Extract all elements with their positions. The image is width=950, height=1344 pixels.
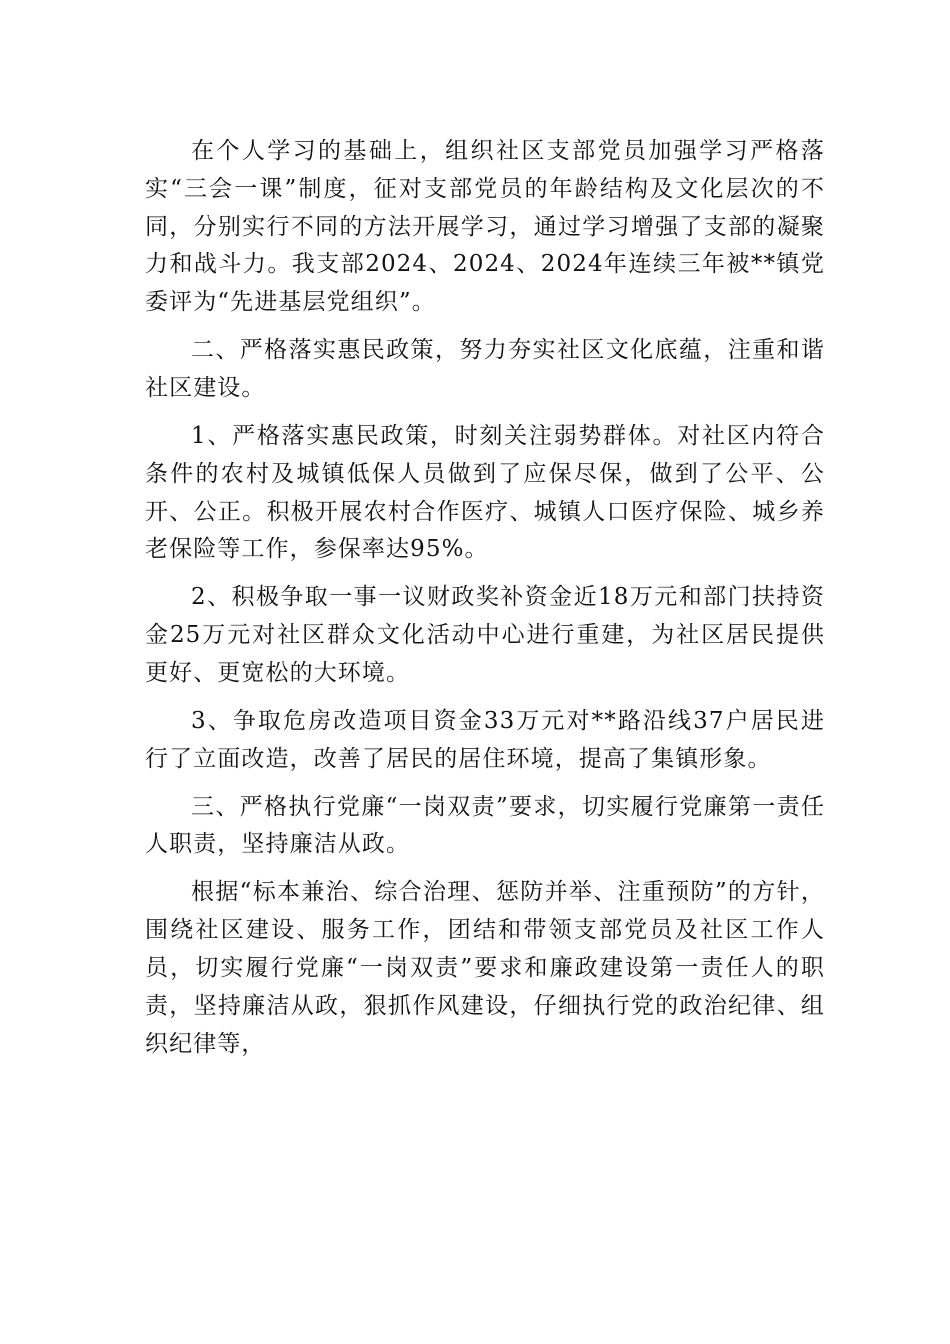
document-body <box>145 133 825 1074</box>
heading-section-three: 三、严格执行党廉“一岗双责”要求，切实履行党廉第一责任人职责，坚持廉洁从政。 <box>145 793 825 858</box>
paragraph-item-3: 3、争取危房改造项目资金33万元对**路沿线37户居民进行了立面改造，改善了居民的居住环境，提高了集镇形象。 <box>145 707 825 772</box>
paragraph-item-2: 2、积极争取一事一议财政奖补资金近18万元和部门扶持资金25万元对社区群众文化活动中心进行重建，为社区居民提供更好、更宽松的大环境。 <box>145 584 825 686</box>
heading-section-two: 二、严格落实惠民政策，努力夯实社区文化底蕴，注重和谐社区建设。 <box>145 337 825 401</box>
paragraph-integrity: 根据“标本兼治、综合治理、惩防并举、注重预防”的方针，围绕社区建设、服务工作，团结和带领支部党员及社区工作人员，切实履行党廉“一岗双责”要求和廉政建设第一责任人的职责，坚持廉洁从政，狠抓作风建设，仔细执行党的政治纪律、组织纪律等， <box>145 879 825 1057</box>
paragraph-study-organization: 在个人学习的基础上，组织社区支部党员加强学习严格落实“三会一课”制度，征对支部党员的年龄结构及文化层次的不同，分别实行不同的方法开展学习，通过学习增强了支部的凝聚力和战斗力。我支部2024、2024、2024年连续三年被**镇党委评为“先进基层党组织”。 <box>145 138 825 316</box>
paragraph-item-1: 1、严格落实惠民政策，时刻关注弱势群体。对社区内符合条件的农村及城镇低保人员做到了应保尽保，做到了公平、公开、公正。积极开展农村合作医疗、城镇人口医疗保险、城乡养老保险等工作，参保率达95%。 <box>145 422 825 563</box>
